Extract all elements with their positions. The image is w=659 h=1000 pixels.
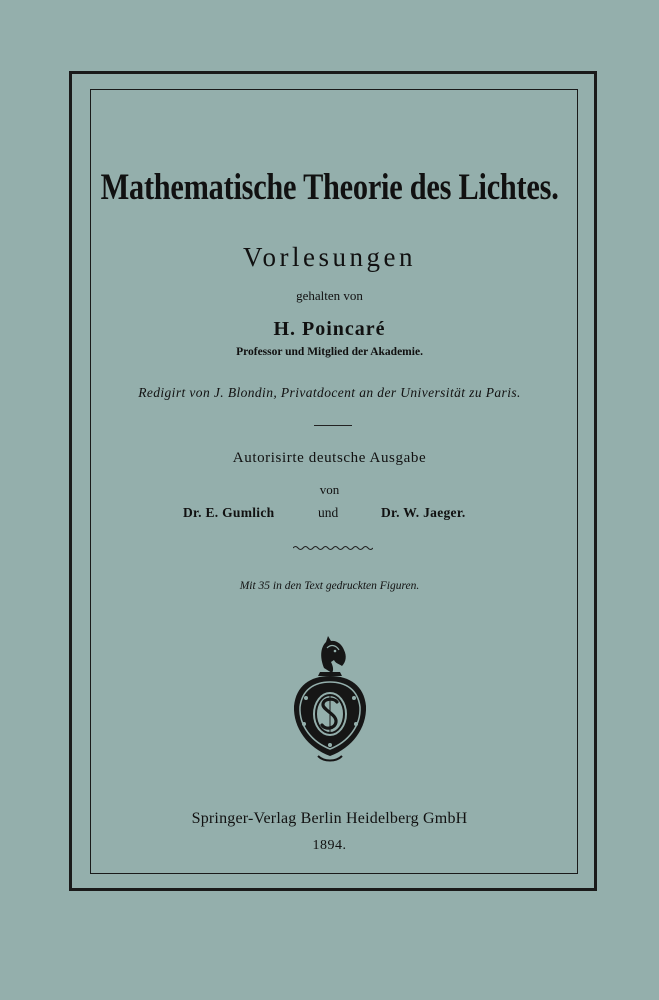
author-name: H. Poincaré (273, 318, 386, 340)
publisher-name: Springer-Verlag Berlin Heidelberg GmbH (191, 810, 468, 827)
author-affiliation: Professor und Mitglied der Akademie. (236, 346, 423, 358)
springer-horse-logo-icon (290, 628, 370, 764)
ornamental-wave-rule (293, 544, 373, 552)
book-subtitle: Vorlesungen (243, 242, 416, 272)
translator-gumlich: Dr. E. Gumlich (183, 505, 275, 520)
editor-line: Redigirt von J. Blondin, Privatdocent an der Universität zu Paris. (138, 385, 521, 400)
edition-note: Autorisirte deutsche Ausgabe (232, 450, 427, 466)
translator-jaeger: Dr. W. Jaeger. (381, 505, 466, 520)
separator-rule (314, 425, 352, 426)
figures-note: Mit 35 in den Text gedruckten Figuren. (239, 580, 420, 592)
von-label: von (319, 482, 340, 497)
book-title: Mathematische Theorie des Lichtes. (100, 167, 559, 208)
gehalten-von-label: gehalten von (296, 288, 363, 303)
und-label: und (318, 505, 339, 520)
publication-year: 1894. (312, 838, 347, 853)
